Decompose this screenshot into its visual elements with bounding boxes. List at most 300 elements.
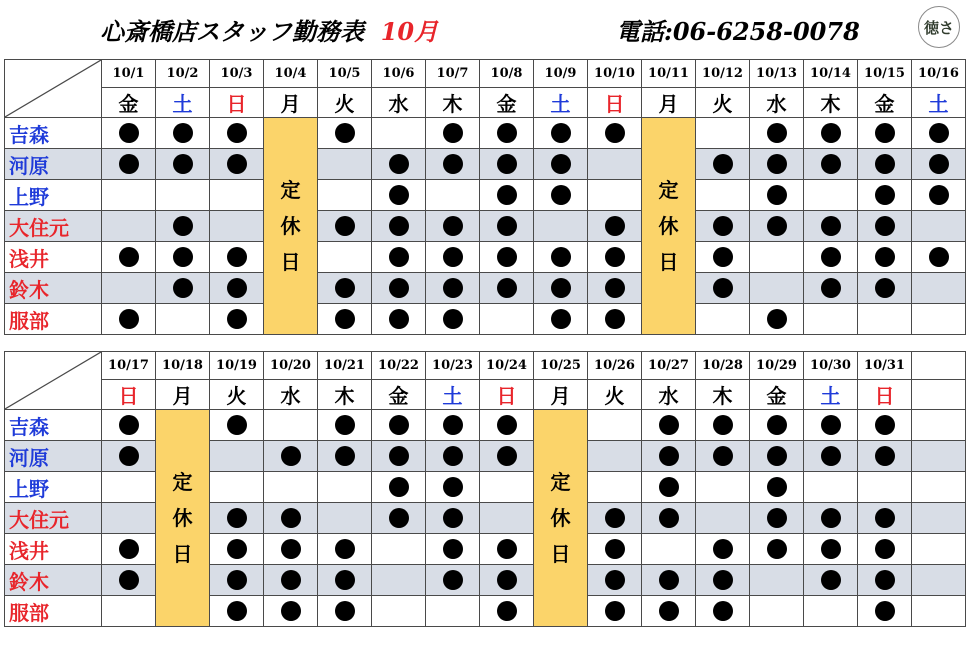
shift-dot-icon [713, 601, 733, 621]
shift-cell [210, 472, 264, 503]
shift-cell [696, 410, 750, 441]
shift-dot-icon [227, 570, 247, 590]
staff-name: 上野 [5, 180, 102, 211]
shift-cell [372, 565, 426, 596]
date-cell: 10/17 [102, 352, 156, 380]
weekday-cell: 金 [372, 380, 426, 410]
shift-cell [696, 472, 750, 503]
shift-cell [750, 503, 804, 534]
shift-dot-icon [767, 446, 787, 466]
shift-cell [750, 118, 804, 149]
shift-cell [372, 304, 426, 335]
date-cell: 10/21 [318, 352, 372, 380]
shift-cell [102, 180, 156, 211]
phone-number: 電話:06-6258-0078 [616, 17, 860, 46]
shift-dot-icon [821, 278, 841, 298]
date-cell: 10/7 [426, 60, 480, 88]
closed-day-label: 定 [658, 178, 679, 202]
weekday-row [5, 88, 966, 118]
date-cell: 10/14 [804, 60, 858, 88]
shift-cell [426, 304, 480, 335]
staff-row [5, 503, 966, 534]
weekday-row [5, 380, 966, 410]
shift-cell [426, 472, 480, 503]
shift-cell [804, 273, 858, 304]
shift-cell [318, 441, 372, 472]
weekday-cell: 木 [804, 88, 858, 118]
closed-day-cell [534, 410, 588, 627]
shift-cell [102, 472, 156, 503]
shift-cell [210, 149, 264, 180]
shift-cell [156, 118, 210, 149]
shift-dot-icon [929, 247, 949, 267]
shift-cell [534, 149, 588, 180]
shift-cell [912, 441, 966, 472]
shift-cell [372, 149, 426, 180]
closed-day-cell [264, 118, 318, 335]
weekday-cell: 火 [588, 380, 642, 410]
shift-cell [102, 211, 156, 242]
date-cell: 10/10 [588, 60, 642, 88]
shift-cell [210, 273, 264, 304]
shift-cell [426, 242, 480, 273]
shift-cell [804, 503, 858, 534]
shift-cell [588, 118, 642, 149]
shift-cell [102, 596, 156, 627]
weekday-cell: 木 [696, 380, 750, 410]
weekday-cell: 金 [102, 88, 156, 118]
shift-dot-icon [497, 185, 517, 205]
staff-row [5, 304, 966, 335]
shift-cell [480, 211, 534, 242]
shift-dot-icon [389, 309, 409, 329]
shift-cell [102, 410, 156, 441]
shift-dot-icon [443, 415, 463, 435]
date-cell: 10/31 [858, 352, 912, 380]
shift-cell [102, 118, 156, 149]
page-title [100, 12, 438, 47]
shift-dot-icon [875, 247, 895, 267]
shift-cell [642, 441, 696, 472]
shift-cell [858, 304, 912, 335]
date-cell: 10/19 [210, 352, 264, 380]
shift-dot-icon [713, 216, 733, 236]
shift-dot-icon [119, 539, 139, 559]
shift-cell [804, 472, 858, 503]
shift-dot-icon [335, 539, 355, 559]
shift-cell [912, 273, 966, 304]
weekday-cell: 月 [534, 380, 588, 410]
shift-dot-icon [767, 309, 787, 329]
shift-cell [102, 273, 156, 304]
shift-cell [642, 534, 696, 565]
shift-cell [588, 180, 642, 211]
shift-dot-icon [821, 247, 841, 267]
shift-dot-icon [929, 185, 949, 205]
shift-dot-icon [281, 601, 301, 621]
date-cell [912, 352, 966, 380]
shift-dot-icon [119, 570, 139, 590]
shift-cell [912, 149, 966, 180]
shift-dot-icon [389, 477, 409, 497]
shift-cell [912, 565, 966, 596]
date-cell: 10/26 [588, 352, 642, 380]
shift-dot-icon [875, 123, 895, 143]
shift-cell [588, 242, 642, 273]
shift-cell [588, 565, 642, 596]
shift-cell [372, 410, 426, 441]
shift-cell [210, 441, 264, 472]
shift-dot-icon [605, 309, 625, 329]
staff-row [5, 596, 966, 627]
shift-cell [372, 273, 426, 304]
shift-cell [534, 180, 588, 211]
staff-row [5, 180, 966, 211]
date-cell: 10/30 [804, 352, 858, 380]
staff-name: 河原 [5, 441, 102, 472]
closed-day-label: 日 [550, 542, 571, 566]
shift-dot-icon [281, 446, 301, 466]
shift-cell [912, 211, 966, 242]
shift-cell [318, 180, 372, 211]
date-cell: 10/27 [642, 352, 696, 380]
shift-cell [750, 565, 804, 596]
shift-dot-icon [821, 446, 841, 466]
shift-cell [858, 149, 912, 180]
shift-cell [480, 441, 534, 472]
weekday-cell [912, 380, 966, 410]
shift-cell [642, 410, 696, 441]
shift-cell [426, 149, 480, 180]
shift-cell [210, 503, 264, 534]
shift-dot-icon [227, 123, 247, 143]
staff-name: 大住元 [5, 211, 102, 242]
shift-cell [156, 149, 210, 180]
shift-cell [210, 410, 264, 441]
shift-cell [372, 118, 426, 149]
shift-dot-icon [605, 539, 625, 559]
shift-cell [696, 304, 750, 335]
shift-dot-icon [713, 154, 733, 174]
date-cell: 10/18 [156, 352, 210, 380]
staff-name: 上野 [5, 472, 102, 503]
date-cell: 10/24 [480, 352, 534, 380]
shift-cell [588, 596, 642, 627]
shift-dot-icon [767, 216, 787, 236]
weekday-cell: 日 [210, 88, 264, 118]
shift-dot-icon [389, 508, 409, 528]
shift-cell [696, 242, 750, 273]
shift-dot-icon [173, 247, 193, 267]
shift-cell [426, 180, 480, 211]
shift-cell [750, 441, 804, 472]
shift-cell [912, 503, 966, 534]
closed-day-label: 日 [280, 250, 301, 274]
shift-cell [426, 503, 480, 534]
corner-diagonal-cell [5, 352, 102, 410]
weekday-cell: 火 [210, 380, 264, 410]
staff-row [5, 472, 966, 503]
shift-dot-icon [551, 185, 571, 205]
shift-cell [426, 410, 480, 441]
shift-cell [480, 149, 534, 180]
shift-cell [372, 441, 426, 472]
shift-dot-icon [443, 446, 463, 466]
shift-dot-icon [713, 570, 733, 590]
date-cell: 10/8 [480, 60, 534, 88]
weekday-cell: 日 [480, 380, 534, 410]
shift-dot-icon [821, 154, 841, 174]
shift-dot-icon [281, 508, 301, 528]
shift-cell [696, 503, 750, 534]
shift-dot-icon [767, 415, 787, 435]
shift-dot-icon [443, 477, 463, 497]
shift-cell [102, 534, 156, 565]
shift-cell [588, 503, 642, 534]
shift-cell [426, 118, 480, 149]
shift-dot-icon [335, 601, 355, 621]
shift-dot-icon [227, 278, 247, 298]
shift-cell [804, 149, 858, 180]
shift-cell [210, 596, 264, 627]
shift-dot-icon [227, 508, 247, 528]
closed-day-label: 休 [280, 214, 301, 238]
shift-cell [858, 441, 912, 472]
shift-cell [588, 410, 642, 441]
shift-dot-icon [443, 570, 463, 590]
shift-cell [210, 534, 264, 565]
shift-dot-icon [659, 446, 679, 466]
shift-cell [318, 410, 372, 441]
shift-cell [750, 149, 804, 180]
shift-dot-icon [659, 477, 679, 497]
shift-dot-icon [389, 154, 409, 174]
shift-cell [804, 242, 858, 273]
shift-dot-icon [875, 446, 895, 466]
shift-dot-icon [497, 539, 517, 559]
shift-cell [588, 304, 642, 335]
shift-dot-icon [281, 539, 301, 559]
shift-cell [858, 472, 912, 503]
staff-row [5, 149, 966, 180]
shift-dot-icon [497, 570, 517, 590]
shift-dot-icon [713, 247, 733, 267]
date-row [5, 352, 966, 380]
weekday-cell: 日 [588, 88, 642, 118]
shift-cell [696, 180, 750, 211]
shift-dot-icon [443, 247, 463, 267]
weekday-cell: 金 [480, 88, 534, 118]
staff-name: 服部 [5, 304, 102, 335]
shift-cell [210, 242, 264, 273]
weekday-cell: 日 [858, 380, 912, 410]
staff-name: 鈴木 [5, 273, 102, 304]
shift-cell [642, 503, 696, 534]
shift-cell [750, 242, 804, 273]
shift-dot-icon [929, 123, 949, 143]
date-cell: 10/2 [156, 60, 210, 88]
shift-cell [372, 211, 426, 242]
weekday-cell: 火 [696, 88, 750, 118]
shift-cell [480, 180, 534, 211]
weekday-cell: 水 [750, 88, 804, 118]
closed-day-label: 定 [280, 178, 301, 202]
date-row [5, 60, 966, 88]
staff-name: 浅井 [5, 534, 102, 565]
shift-dot-icon [767, 508, 787, 528]
shift-dot-icon [821, 216, 841, 236]
shift-cell [210, 118, 264, 149]
staff-row [5, 242, 966, 273]
shift-dot-icon [119, 415, 139, 435]
shift-dot-icon [929, 154, 949, 174]
shift-dot-icon [875, 539, 895, 559]
shift-dot-icon [335, 415, 355, 435]
shift-dot-icon [659, 601, 679, 621]
staff-row [5, 441, 966, 472]
shift-cell [372, 596, 426, 627]
weekday-cell: 木 [318, 380, 372, 410]
shift-dot-icon [173, 278, 193, 298]
shift-dot-icon [875, 415, 895, 435]
shift-dot-icon [173, 154, 193, 174]
shift-cell [912, 304, 966, 335]
date-cell: 10/3 [210, 60, 264, 88]
shift-cell [912, 472, 966, 503]
shift-cell [318, 565, 372, 596]
closed-day-label: 定 [550, 470, 571, 494]
shift-cell [804, 565, 858, 596]
shift-dot-icon [443, 278, 463, 298]
shift-dot-icon [173, 216, 193, 236]
shift-cell [588, 441, 642, 472]
closed-day-label: 休 [658, 214, 679, 238]
shift-dot-icon [659, 415, 679, 435]
staff-name: 河原 [5, 149, 102, 180]
shift-cell [804, 410, 858, 441]
shift-dot-icon [821, 415, 841, 435]
shift-cell [912, 534, 966, 565]
shift-dot-icon [443, 154, 463, 174]
shift-cell [318, 242, 372, 273]
shift-cell [804, 304, 858, 335]
weekday-cell: 土 [534, 88, 588, 118]
title-month: 10月 [380, 17, 439, 46]
closed-day-cell [642, 118, 696, 335]
shift-cell [318, 304, 372, 335]
shift-cell [264, 472, 318, 503]
shift-dot-icon [443, 123, 463, 143]
shift-cell [696, 273, 750, 304]
shift-dot-icon [497, 216, 517, 236]
shift-cell [642, 596, 696, 627]
shift-dot-icon [281, 570, 301, 590]
shift-dot-icon [443, 508, 463, 528]
shift-dot-icon [443, 216, 463, 236]
shift-dot-icon [605, 570, 625, 590]
shift-cell [858, 273, 912, 304]
shift-cell [318, 596, 372, 627]
weekday-cell: 月 [642, 88, 696, 118]
date-cell: 10/29 [750, 352, 804, 380]
shift-dot-icon [713, 539, 733, 559]
shift-dot-icon [713, 278, 733, 298]
shift-cell [102, 149, 156, 180]
weekday-cell: 水 [372, 88, 426, 118]
closed-day-label: 日 [658, 250, 679, 274]
shift-cell [534, 304, 588, 335]
shift-cell [318, 503, 372, 534]
shift-dot-icon [551, 309, 571, 329]
shift-cell [750, 534, 804, 565]
shift-dot-icon [389, 247, 409, 267]
shift-cell [534, 211, 588, 242]
shift-dot-icon [551, 278, 571, 298]
shift-cell [102, 565, 156, 596]
shift-dot-icon [605, 123, 625, 143]
shift-cell [480, 118, 534, 149]
shift-cell [210, 211, 264, 242]
shift-dot-icon [821, 508, 841, 528]
shift-cell [426, 565, 480, 596]
shift-cell [642, 565, 696, 596]
shift-cell [264, 410, 318, 441]
shift-dot-icon [605, 216, 625, 236]
shift-dot-icon [875, 216, 895, 236]
shift-dot-icon [821, 539, 841, 559]
shift-cell [156, 180, 210, 211]
date-cell: 10/5 [318, 60, 372, 88]
shift-dot-icon [173, 123, 193, 143]
shift-cell [102, 441, 156, 472]
shift-dot-icon [659, 570, 679, 590]
shift-dot-icon [389, 415, 409, 435]
shift-dot-icon [551, 123, 571, 143]
shift-dot-icon [227, 247, 247, 267]
shift-dot-icon [443, 309, 463, 329]
shift-cell [696, 441, 750, 472]
shift-cell [858, 565, 912, 596]
shift-dot-icon [335, 446, 355, 466]
shift-cell [750, 304, 804, 335]
header [0, 0, 975, 56]
shift-dot-icon [551, 154, 571, 174]
closed-day-label: 休 [172, 506, 193, 530]
shift-cell [912, 118, 966, 149]
staff-row [5, 211, 966, 242]
shift-cell [696, 565, 750, 596]
shift-cell [102, 503, 156, 534]
shift-dot-icon [875, 570, 895, 590]
shift-dot-icon [389, 216, 409, 236]
staff-row [5, 118, 966, 149]
date-cell: 10/25 [534, 352, 588, 380]
schedule-table-week-2 [4, 351, 966, 627]
shift-dot-icon [119, 123, 139, 143]
closed-day-label: 定 [172, 470, 193, 494]
shift-dot-icon [821, 123, 841, 143]
shift-dot-icon [227, 539, 247, 559]
date-cell: 10/12 [696, 60, 750, 88]
shift-cell [858, 242, 912, 273]
date-cell: 10/16 [912, 60, 966, 88]
shift-cell [156, 242, 210, 273]
shift-cell [804, 211, 858, 242]
shift-cell [696, 534, 750, 565]
shift-dot-icon [497, 154, 517, 174]
shift-cell [480, 410, 534, 441]
shift-cell [750, 273, 804, 304]
